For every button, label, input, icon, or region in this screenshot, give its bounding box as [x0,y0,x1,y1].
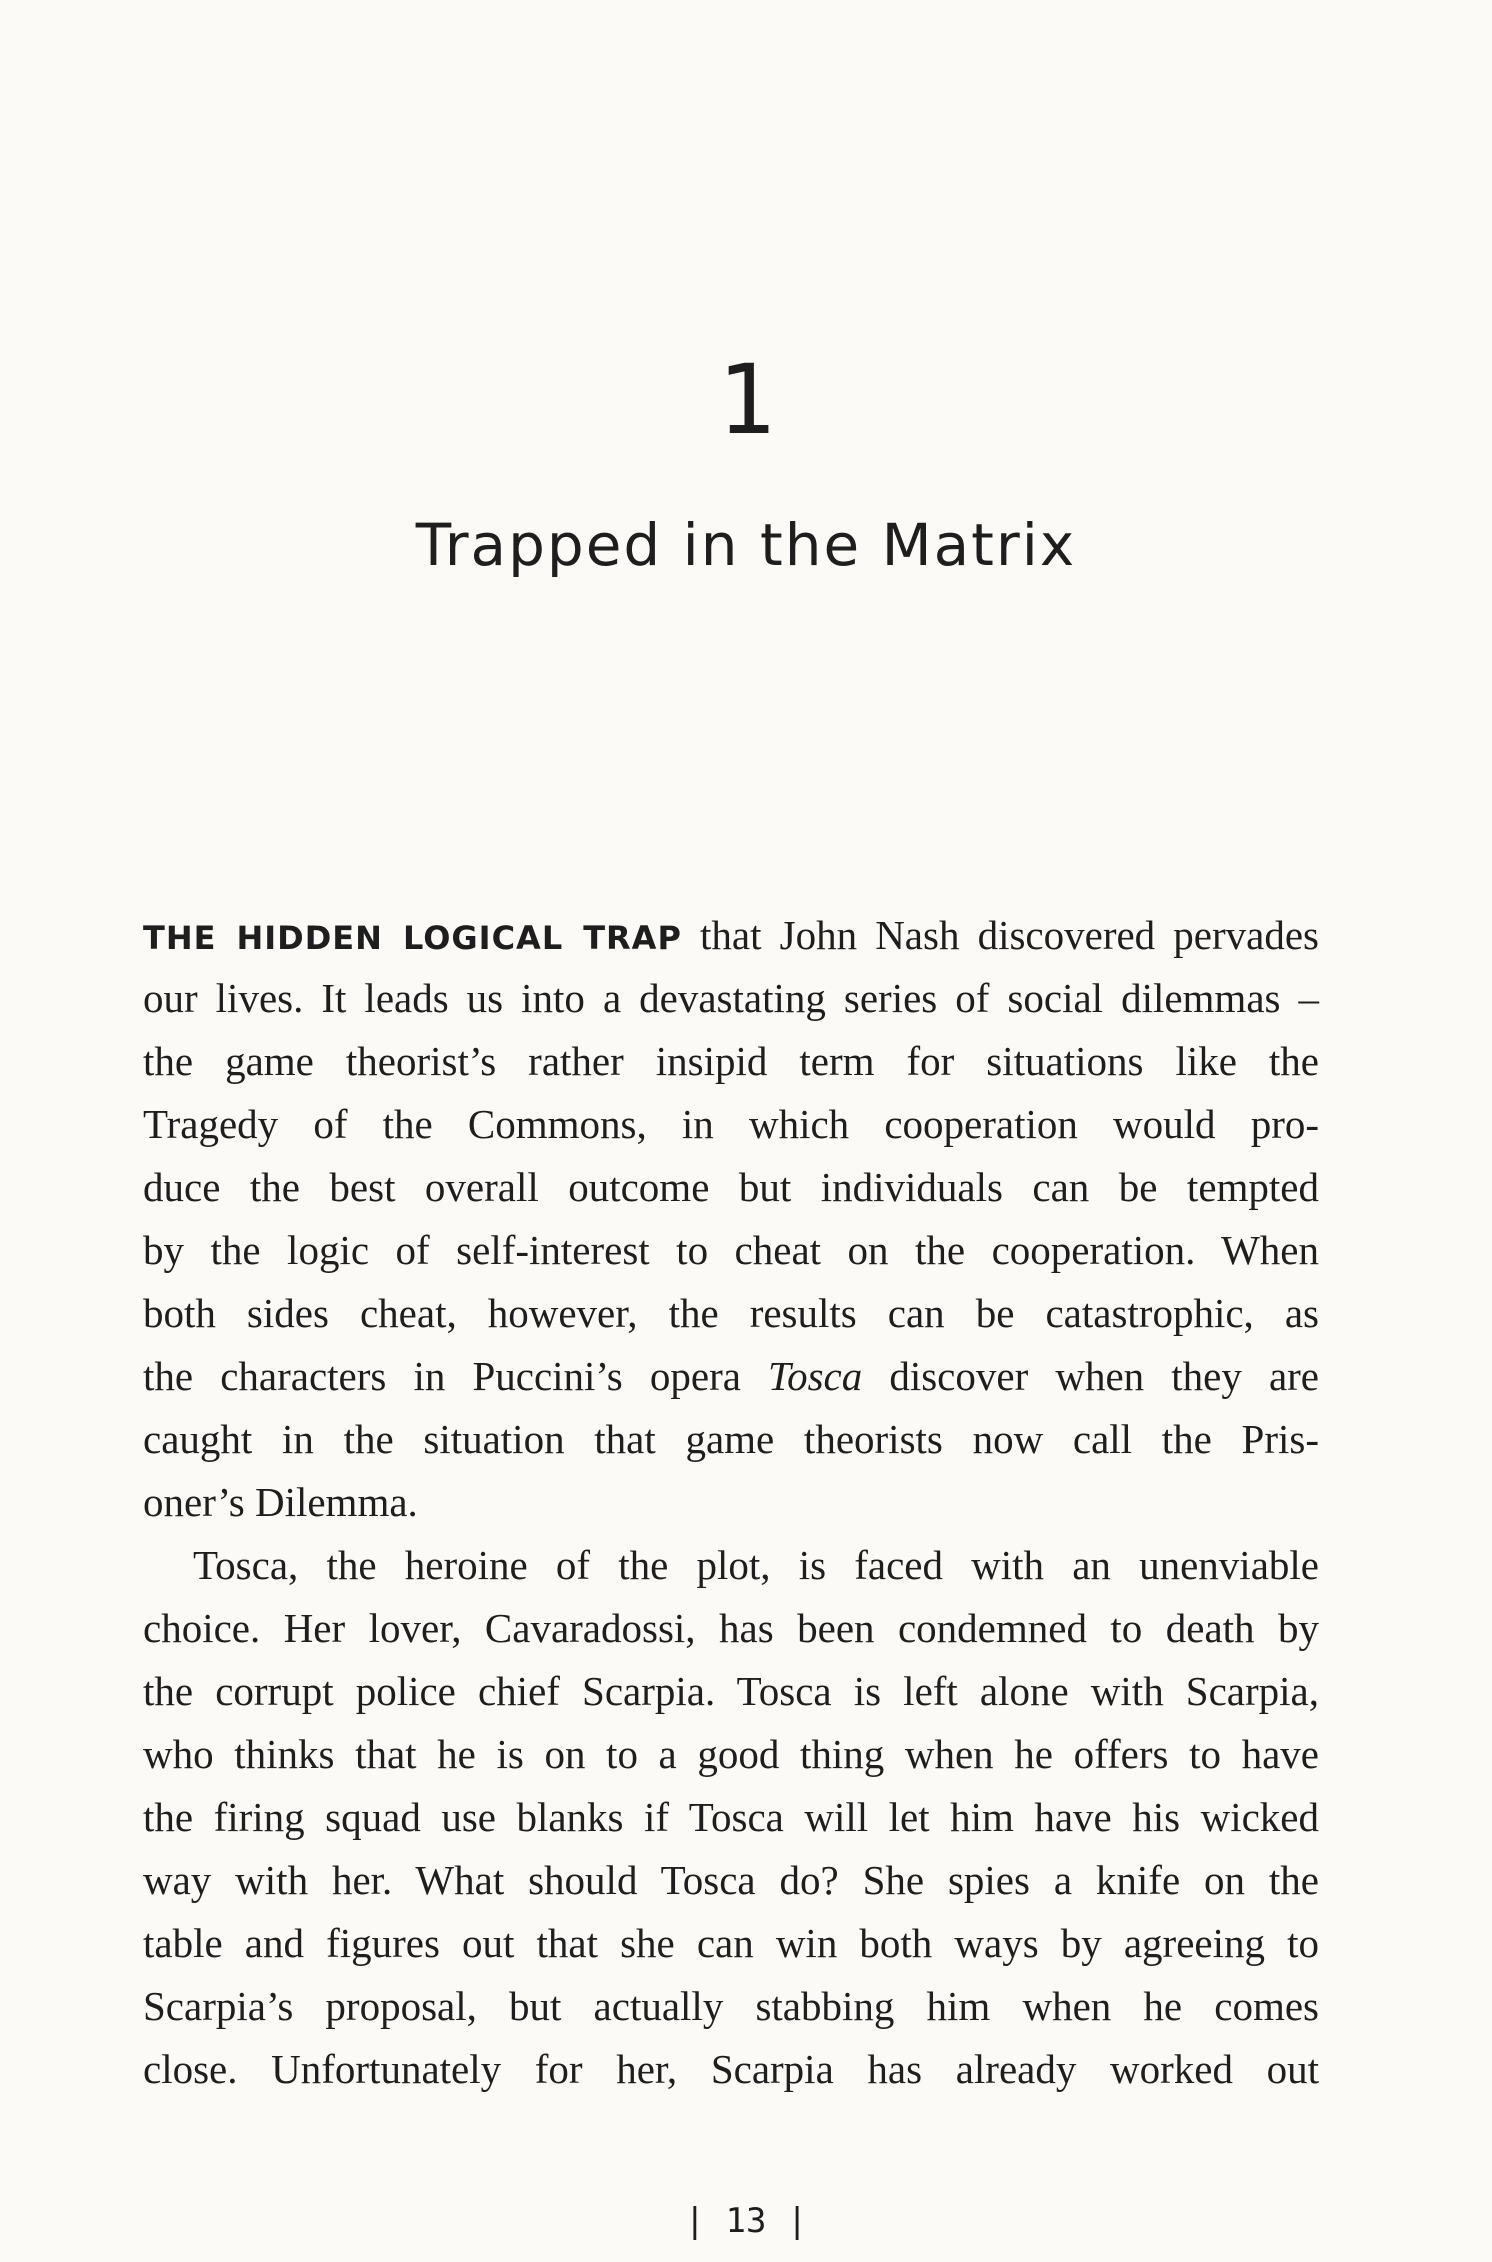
text-fragment: that John Nash discovered pervades [681,912,1319,958]
lead-in: THE HIDDEN LOGICAL TRAP [143,919,682,957]
text-line: oner’s Dilemma. [143,1479,418,1525]
text-line: the game theorist’s rather insipid term for situations like the [143,1038,1319,1084]
text-line: caught in the situation that game theorists now call the Pris- [143,1416,1319,1462]
text-line [143,904,1319,967]
text-fragment: discover when they are [862,1353,1319,1399]
opera-title: Tosca [768,1353,863,1399]
text-line: close. Unfortunately for her, Scarpia has already worked out [143,2046,1319,2092]
page-number: | 13 | [684,2201,808,2241]
text-line: the corrupt police chief Scarpia. Tosca is left alone with Scarpia, [143,1668,1319,1714]
chapter-number: 1 [717,344,775,456]
body-text [143,904,1319,2101]
text-line: Scarpia’s proposal, but actually stabbing him when he comes [143,1983,1319,2029]
text-line: who thinks that he is on to a good thing when he offers to have [143,1731,1319,1777]
text-line: Tragedy of the Commons, in which cooperation would pro- [143,1101,1319,1147]
text-line: our lives. It leads us into a devastating series of social dilemmas – [143,975,1319,1021]
text-line: choice. Her lover, Cavaradossi, has been condemned to death by [143,1605,1319,1651]
text-line [143,1345,1319,1408]
text-line: the firing squad use blanks if Tosca will let him have his wicked [143,1794,1319,1840]
text-line: duce the best overall outcome but individuals can be tempted [143,1164,1319,1210]
text-line: way with her. What should Tosca do? She spies a knife on the [143,1857,1319,1903]
text-line: by the logic of self-interest to cheat on the cooperation. When [143,1227,1319,1273]
text-fragment: the characters in Puccini’s opera [143,1353,769,1399]
text-line: Tosca, the heroine of the plot, is faced with an unenviable [193,1542,1319,1588]
text-line: both sides cheat, however, the results can be catastrophic, as [143,1290,1319,1336]
chapter-title: Trapped in the Matrix [415,511,1077,579]
text-line: table and figures out that she can win both ways by agreeing to [143,1920,1319,1966]
